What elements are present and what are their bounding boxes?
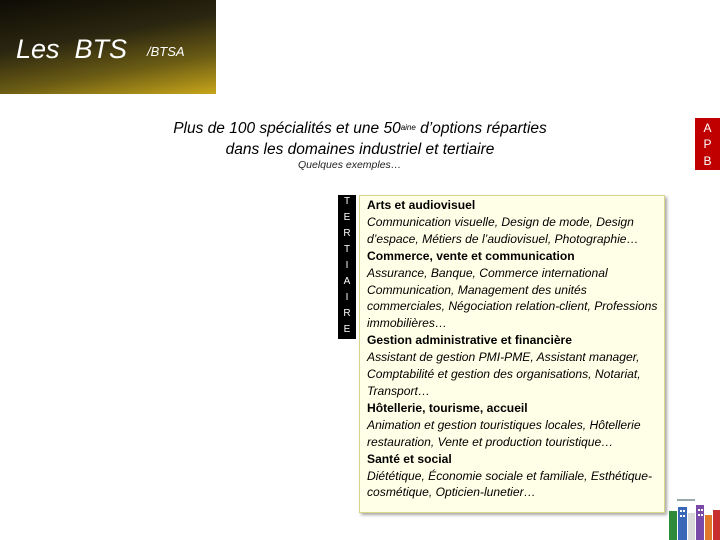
category-items: Communication visuelle, Design de mode, Design d’espace, Métiers de l’audiovisuel, Photographie… <box>367 214 639 246</box>
tertiaire-letter: T <box>343 196 351 207</box>
tertiaire-letter: E <box>343 212 351 223</box>
apb-badge <box>695 118 720 170</box>
category-title: Santé et social <box>367 451 452 466</box>
tertiaire-letter: A <box>343 276 351 287</box>
category-items: Diététique, Économie sociale et familiale, Esthétique-cosmétique, Opticien-lunetier… <box>367 468 653 500</box>
heading-line-1 <box>120 118 600 139</box>
heading-line-2: dans les domaines industriel et tertiaire <box>225 141 495 158</box>
heading-superscript: aine <box>400 123 416 132</box>
heading-line-1-prefix: Plus de 100 spécialités et une 50 <box>173 120 401 137</box>
tertiaire-letter: I <box>345 292 349 303</box>
category-title: Gestion administrative et financière <box>367 333 572 348</box>
buildings-illustration-icon <box>667 495 720 540</box>
category-title: Commerce, vente et communication <box>367 248 575 263</box>
specialities-list <box>359 195 665 513</box>
tertiaire-vertical-label <box>338 195 356 339</box>
apb-letter: B <box>703 153 712 168</box>
title-main: Les BTS <box>16 34 128 64</box>
category-items: Animation et gestion touristiques locales, Hôtellerie restauration, Vente et production touristique… <box>367 417 641 449</box>
tertiaire-letter: I <box>345 260 349 271</box>
title-sub: /BTSA <box>147 44 185 59</box>
apb-letter: A <box>703 120 712 135</box>
category-items: Assistant de gestion PMI-PME, Assistant manager, Comptabilité et gestion des organisations, Notariat, Transport… <box>367 350 641 398</box>
category-title: Arts et audiovisuel <box>367 198 476 212</box>
page-heading <box>120 118 600 160</box>
category-title: Hôtellerie, tourisme, accueil <box>367 400 528 415</box>
title-banner <box>0 0 216 94</box>
tertiaire-letter: R <box>343 308 351 319</box>
category-items: Assurance, Banque, Commerce international Communication, Management des unités commerciales, Négociation relation-client, Professions immobilières… <box>367 265 658 331</box>
examples-label: Quelques exemples… <box>298 159 402 171</box>
tertiaire-letter: T <box>343 244 351 255</box>
tertiaire-letter: R <box>343 228 351 239</box>
apb-letter: P <box>703 137 712 151</box>
heading-line-1-suffix: d’options réparties <box>415 120 547 137</box>
tertiaire-letter: E <box>343 324 351 335</box>
